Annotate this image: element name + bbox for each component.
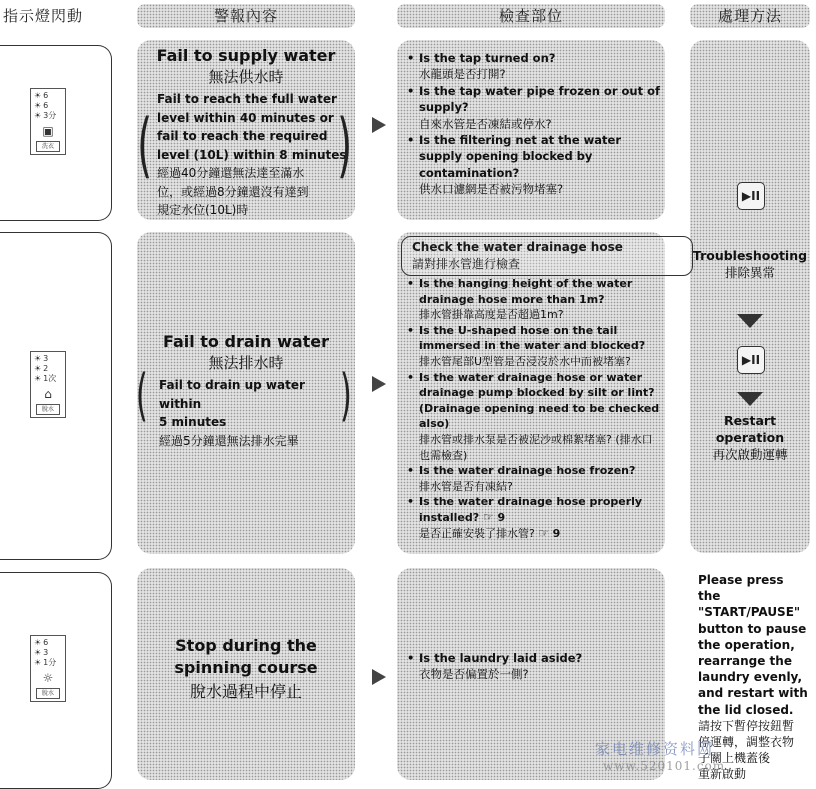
check-item: • Is the water drainage hose frozen? 排水管是否有凍結?	[405, 463, 663, 494]
boxed-note	[401, 236, 693, 276]
start-pause-button[interactable]: ▶II	[737, 346, 765, 374]
arrow-right-icon	[372, 669, 386, 685]
alarm-title-zh: 無法供水時	[208, 68, 284, 86]
pointing-hand-icon: ☞	[538, 525, 550, 540]
check-cell-2	[397, 232, 665, 554]
lamp-icon: ☀	[34, 658, 42, 667]
desc-line: 經過40分鐘還無法達至滿水	[157, 166, 305, 180]
check-list-2	[405, 276, 663, 541]
check-item: • Is the tap water pipe frozen or out of supply? 自來水管是否凍結或停水?	[405, 83, 660, 132]
header-indicator: 指示燈閃動	[3, 7, 84, 25]
lamp-group-2	[30, 351, 66, 418]
check-item: • Is the hanging height of the water drainage hose more than 1m? 排水管掛靠高度是否超過1m?	[405, 276, 663, 323]
lamp-icon: ☀	[34, 354, 42, 363]
arrow-down-icon	[737, 314, 763, 328]
arrow-down-icon	[737, 392, 763, 406]
lamp-label: 6	[43, 91, 49, 100]
indicator-panel-2	[0, 232, 112, 560]
alarm-description	[159, 376, 349, 450]
check-item: • Is the filtering net at the water supply opening blocked by contamination? 供水口濾網是否被污物堵塞?	[405, 132, 660, 198]
lamp-label: 3分	[43, 111, 57, 120]
watermark-url: www.520101.com	[603, 759, 726, 773]
lamp-icon: ☀	[34, 638, 42, 647]
check-list-3	[405, 650, 660, 683]
lamp-mode-label: 脫水	[36, 404, 60, 415]
alarm-description	[157, 90, 347, 220]
desc-line: 經過5分鐘還無法排水完畢	[159, 433, 299, 448]
remedy-line: the operation,	[698, 637, 795, 652]
alarm-title-en: spinning course	[174, 658, 318, 677]
remedy-line: and restart with	[698, 686, 808, 701]
remedy-line: button to pause	[698, 621, 807, 636]
lamp-group-1	[30, 88, 66, 155]
lamp-label: 1次	[43, 374, 57, 383]
left-bracket-icon: (	[135, 363, 148, 428]
check-cell-1	[397, 40, 665, 220]
lamp-group-3	[30, 635, 66, 702]
arrow-right-icon	[372, 376, 386, 392]
alarm-cell-2	[137, 232, 355, 554]
page-ref: 9	[497, 510, 506, 524]
indicator-panel-3	[0, 572, 112, 789]
check-item: • Is the tap turned on? 水龍頭是否打開?	[405, 50, 660, 83]
alarm-title-zh: 脫水過程中停止	[189, 682, 302, 701]
remedy-line: laundry evenly,	[698, 670, 803, 685]
lamp-icon: ☀	[34, 374, 42, 383]
header-alarm: 警報內容	[137, 4, 355, 28]
lamp-icon: ☀	[34, 364, 42, 373]
desc-line: 位，或經過8分鐘還沒有達到	[157, 184, 309, 199]
remedy-cell-1	[690, 40, 810, 553]
alarm-title-en: Fail to supply water	[156, 46, 336, 65]
remedy-line: Please press the	[698, 573, 784, 604]
header-check: 檢查部位	[397, 4, 665, 28]
boxed-note-en: Check the water drainage hose	[412, 240, 623, 254]
shirt-icon: ⌂	[44, 387, 52, 401]
alarm-cell-1	[137, 40, 355, 220]
indicator-panel-1	[0, 45, 112, 221]
remedy-line: 請按下暫停按鈕暫	[698, 718, 795, 733]
desc-line: 5 minutes	[159, 415, 227, 429]
lamp-mode-label: 洗衣	[36, 141, 60, 152]
desc-line: level (10L) within 8 minutes	[157, 147, 347, 162]
desc-line: 規定水位(10L)時	[157, 203, 249, 217]
lamp-label: 3	[43, 648, 49, 657]
lamp-label: 2	[43, 364, 49, 373]
lamp-label: 6	[43, 638, 49, 647]
check-item: • Is the laundry laid aside? 衣物是否偏置於一側?	[405, 650, 660, 683]
start-pause-button[interactable]: ▶II	[737, 182, 765, 210]
alarm-title-zh: 無法排水時	[208, 354, 284, 372]
boxed-note-zh: 請對排水管進行檢查	[412, 257, 521, 271]
desc-line: Fail to drain up water within	[159, 378, 305, 411]
lamp-label: 1分	[43, 658, 57, 667]
troubleshooting-label: Troubleshooting 排除異常	[692, 248, 808, 280]
alarm-title-en: Stop during the	[175, 636, 317, 655]
check-item: • Is the U-shaped hose on the tail immersed in the water and blocked? 排水管尾部U型管是否浸沒於水中而被堵塞?	[405, 323, 663, 370]
check-item: • Is the water drainage hose or water drainage pump blocked by silt or lint? (Drainage opening need to be checked also) 排水管或排水泵是否被泥沙或棉絮堵塞? (排水口也需檢查)	[405, 370, 663, 464]
right-bracket-icon: )	[337, 104, 353, 186]
check-hose-box	[409, 236, 693, 278]
check-list-1	[405, 50, 660, 198]
lamp-icon: ☀	[34, 91, 42, 100]
check-item: • Is the water drainage hose properly installed? ☞ 9 是否正確安裝了排水管? ☞ 9	[405, 494, 663, 541]
watermark-text: 家电维修资料网	[595, 740, 715, 758]
pointing-hand-icon: ☞	[482, 509, 494, 524]
remedy-line: "START/PAUSE"	[698, 605, 801, 620]
lamp-icon: ☀	[34, 101, 42, 110]
remedy-line: rearrange the	[698, 654, 792, 669]
remedy-line: 子關上機蓋後	[698, 751, 771, 766]
spin-icon: ☼	[42, 671, 54, 685]
desc-line: fail to reach the required	[157, 129, 328, 143]
remedy-line: 重新啟動	[698, 767, 747, 782]
lamp-icon: ☀	[34, 648, 42, 657]
watermark	[595, 738, 815, 773]
lamp-label: 3	[43, 354, 49, 363]
remedy-line: 停運轉，調整衣物	[698, 735, 795, 750]
right-bracket-icon: )	[339, 363, 352, 428]
arrow-right-icon	[372, 117, 386, 133]
left-bracket-icon: (	[137, 104, 153, 186]
alarm-cell-3	[137, 568, 355, 780]
lamp-label: 6	[43, 101, 49, 110]
alarm-title-en: Fail to drain water	[162, 332, 330, 351]
header-remedy: 處理方法	[690, 4, 810, 28]
page-ref: 9	[552, 526, 561, 540]
remedy-line: the lid closed.	[698, 702, 794, 717]
desc-line: Fail to reach the full water	[157, 92, 337, 106]
wash-icon: ▣	[42, 124, 54, 138]
lamp-icon: ☀	[34, 111, 42, 120]
lamp-mode-label: 脫水	[36, 688, 60, 699]
desc-line: level within 40 minutes or	[157, 110, 334, 125]
restart-label: Restart operation 再次啟動運轉	[712, 413, 788, 462]
